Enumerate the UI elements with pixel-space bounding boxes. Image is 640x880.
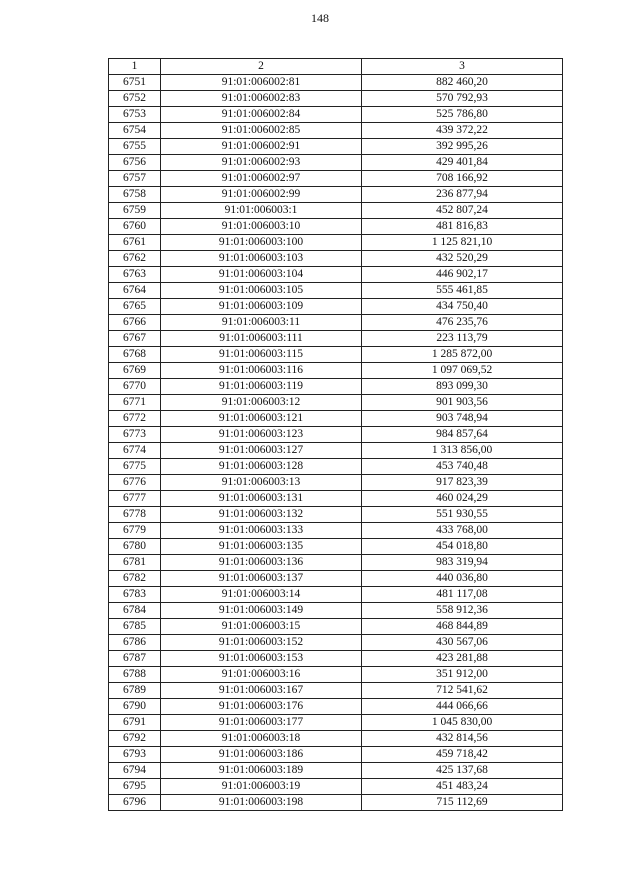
table-row [109,667,563,683]
cadastral-number-cell: 91:01:006003:127 [161,443,362,459]
value-cell: 481 117,08 [362,587,563,603]
row-number-cell: 6772 [109,411,161,427]
value-cell: 429 401,84 [362,155,563,171]
row-number-cell: 6778 [109,507,161,523]
cadastral-number-cell: 91:01:006002:83 [161,91,362,107]
value-cell: 1 097 069,52 [362,363,563,379]
table-row [109,347,563,363]
table-row [109,107,563,123]
value-cell: 558 912,36 [362,603,563,619]
cadastral-number-cell: 91:01:006002:97 [161,171,362,187]
cadastral-number-cell: 91:01:006003:116 [161,363,362,379]
row-number-cell: 6785 [109,619,161,635]
cadastral-number-cell: 91:01:006003:15 [161,619,362,635]
row-number-cell: 6770 [109,379,161,395]
row-number-cell: 6782 [109,571,161,587]
cadastral-number-cell: 91:01:006002:85 [161,123,362,139]
cadastral-number-cell: 91:01:006003:149 [161,603,362,619]
row-number-cell: 6783 [109,587,161,603]
table-row [109,699,563,715]
table-row [109,219,563,235]
row-number-cell: 6767 [109,331,161,347]
value-cell: 882 460,20 [362,75,563,91]
cadastral-number-cell: 91:01:006003:153 [161,651,362,667]
row-number-cell: 6773 [109,427,161,443]
cadastral-number-cell: 91:01:006003:167 [161,683,362,699]
row-number-cell: 6780 [109,539,161,555]
page-number: 148 [311,11,329,25]
value-cell: 432 814,56 [362,731,563,747]
cadastral-number-cell: 91:01:006003:177 [161,715,362,731]
cadastral-number-cell: 91:01:006003:119 [161,379,362,395]
table-row [109,763,563,779]
value-cell: 444 066,66 [362,699,563,715]
row-number-cell: 6788 [109,667,161,683]
cadastral-number-cell: 91:01:006003:12 [161,395,362,411]
value-cell: 440 036,80 [362,571,563,587]
row-number-cell: 6758 [109,187,161,203]
row-number-cell: 6751 [109,75,161,91]
cadastral-number-cell: 91:01:006003:100 [161,235,362,251]
table-row [109,411,563,427]
table-row [109,315,563,331]
table-row [109,75,563,91]
row-number-cell: 6755 [109,139,161,155]
row-number-cell: 6771 [109,395,161,411]
row-number-cell: 6756 [109,155,161,171]
table-header-row [109,59,563,75]
cadastral-number-cell: 91:01:006003:189 [161,763,362,779]
row-number-cell: 6777 [109,491,161,507]
value-cell: 715 112,69 [362,795,563,811]
value-cell: 712 541,62 [362,683,563,699]
value-cell: 708 166,92 [362,171,563,187]
row-number-cell: 6769 [109,363,161,379]
row-number-cell: 6757 [109,171,161,187]
row-number-cell: 6786 [109,635,161,651]
cadastral-number-cell: 91:01:006002:93 [161,155,362,171]
cadastral-number-cell: 91:01:006003:109 [161,299,362,315]
cadastral-number-cell: 91:01:006003:14 [161,587,362,603]
table-row [109,555,563,571]
row-number-cell: 6762 [109,251,161,267]
table-row [109,427,563,443]
cadastral-number-cell: 91:01:006003:137 [161,571,362,587]
table-row [109,779,563,795]
table-row [109,651,563,667]
cadastral-number-cell: 91:01:006003:104 [161,267,362,283]
value-cell: 433 768,00 [362,523,563,539]
row-number-cell: 6789 [109,683,161,699]
row-number-cell: 6790 [109,699,161,715]
row-number-cell: 6794 [109,763,161,779]
cadastral-number-cell: 91:01:006002:84 [161,107,362,123]
row-number-cell: 6761 [109,235,161,251]
table-row [109,187,563,203]
row-number-cell: 6791 [109,715,161,731]
row-number-cell: 6781 [109,555,161,571]
cadastral-number-cell: 91:01:006003:115 [161,347,362,363]
table-row [109,523,563,539]
row-number-cell: 6796 [109,795,161,811]
value-cell: 1 285 872,00 [362,347,563,363]
cadastral-number-cell: 91:01:006002:91 [161,139,362,155]
table-row [109,299,563,315]
cadastral-number-cell: 91:01:006002:99 [161,187,362,203]
table-row [109,683,563,699]
table-row [109,251,563,267]
cadastral-number-cell: 91:01:006003:152 [161,635,362,651]
cadastral-number-cell: 91:01:006003:10 [161,219,362,235]
table-row [109,459,563,475]
cadastral-number-cell: 91:01:006003:186 [161,747,362,763]
value-cell: 903 748,94 [362,411,563,427]
table-row [109,331,563,347]
value-cell: 917 823,39 [362,475,563,491]
cadastral-number-cell: 91:01:006003:123 [161,427,362,443]
row-number-cell: 6793 [109,747,161,763]
value-cell: 481 816,83 [362,219,563,235]
table-body [109,75,563,811]
cadastral-number-cell: 91:01:006003:136 [161,555,362,571]
value-cell: 452 807,24 [362,203,563,219]
cadastral-number-cell: 91:01:006003:11 [161,315,362,331]
table-row [109,171,563,187]
column-header-1: 1 [109,59,161,75]
table-row [109,603,563,619]
row-number-cell: 6792 [109,731,161,747]
value-cell: 570 792,93 [362,91,563,107]
row-number-cell: 6763 [109,267,161,283]
cadastral-number-cell: 91:01:006003:103 [161,251,362,267]
cadastral-number-cell: 91:01:006003:105 [161,283,362,299]
value-cell: 451 483,24 [362,779,563,795]
row-number-cell: 6752 [109,91,161,107]
table-row [109,491,563,507]
value-cell: 984 857,64 [362,427,563,443]
table-row [109,267,563,283]
table-row [109,443,563,459]
table-row [109,635,563,651]
row-number-cell: 6753 [109,107,161,123]
value-cell: 468 844,89 [362,619,563,635]
value-cell: 425 137,68 [362,763,563,779]
value-cell: 1 045 830,00 [362,715,563,731]
cadastral-number-cell: 91:01:006003:176 [161,699,362,715]
value-cell: 430 567,06 [362,635,563,651]
row-number-cell: 6776 [109,475,161,491]
table-row [109,379,563,395]
cadastral-number-cell: 91:01:006003:132 [161,507,362,523]
table-row [109,363,563,379]
cadastral-number-cell: 91:01:006003:135 [161,539,362,555]
cadastral-number-cell: 91:01:006003:128 [161,459,362,475]
value-cell: 454 018,80 [362,539,563,555]
table-row [109,123,563,139]
table-row [109,475,563,491]
value-cell: 236 877,94 [362,187,563,203]
column-header-3: 3 [362,59,563,75]
value-cell: 983 319,94 [362,555,563,571]
row-number-cell: 6760 [109,219,161,235]
cadastral-number-cell: 91:01:006003:1 [161,203,362,219]
row-number-cell: 6765 [109,299,161,315]
table-row [109,619,563,635]
cadastral-number-cell: 91:01:006002:81 [161,75,362,91]
row-number-cell: 6754 [109,123,161,139]
cadastral-number-cell: 91:01:006003:16 [161,667,362,683]
table-row [109,539,563,555]
table-row [109,715,563,731]
value-cell: 392 995,26 [362,139,563,155]
value-cell: 423 281,88 [362,651,563,667]
value-cell: 351 912,00 [362,667,563,683]
table-row [109,91,563,107]
row-number-cell: 6779 [109,523,161,539]
table-row [109,283,563,299]
value-cell: 1 313 856,00 [362,443,563,459]
value-cell: 893 099,30 [362,379,563,395]
table-row [109,507,563,523]
value-cell: 1 125 821,10 [362,235,563,251]
value-cell: 555 461,85 [362,283,563,299]
row-number-cell: 6775 [109,459,161,475]
value-cell: 459 718,42 [362,747,563,763]
value-cell: 460 024,29 [362,491,563,507]
data-table [108,58,563,811]
cadastral-number-cell: 91:01:006003:111 [161,331,362,347]
cadastral-number-cell: 91:01:006003:198 [161,795,362,811]
table-row [109,155,563,171]
row-number-cell: 6784 [109,603,161,619]
table-row [109,235,563,251]
value-cell: 551 930,55 [362,507,563,523]
value-cell: 434 750,40 [362,299,563,315]
row-number-cell: 6768 [109,347,161,363]
cadastral-number-cell: 91:01:006003:13 [161,475,362,491]
row-number-cell: 6774 [109,443,161,459]
cadastral-number-cell: 91:01:006003:121 [161,411,362,427]
value-cell: 901 903,56 [362,395,563,411]
table-row [109,203,563,219]
cadastral-number-cell: 91:01:006003:18 [161,731,362,747]
table-row [109,587,563,603]
row-number-cell: 6795 [109,779,161,795]
value-cell: 453 740,48 [362,459,563,475]
table-row [109,395,563,411]
table-row [109,795,563,811]
column-header-2: 2 [161,59,362,75]
value-cell: 446 902,17 [362,267,563,283]
row-number-cell: 6759 [109,203,161,219]
table-row [109,571,563,587]
row-number-cell: 6766 [109,315,161,331]
value-cell: 432 520,29 [362,251,563,267]
cadastral-number-cell: 91:01:006003:133 [161,523,362,539]
cadastral-number-cell: 91:01:006003:131 [161,491,362,507]
value-cell: 525 786,80 [362,107,563,123]
table-row [109,747,563,763]
table-row [109,139,563,155]
value-cell: 476 235,76 [362,315,563,331]
table-row [109,731,563,747]
value-cell: 439 372,22 [362,123,563,139]
cadastral-number-cell: 91:01:006003:19 [161,779,362,795]
row-number-cell: 6787 [109,651,161,667]
value-cell: 223 113,79 [362,331,563,347]
row-number-cell: 6764 [109,283,161,299]
